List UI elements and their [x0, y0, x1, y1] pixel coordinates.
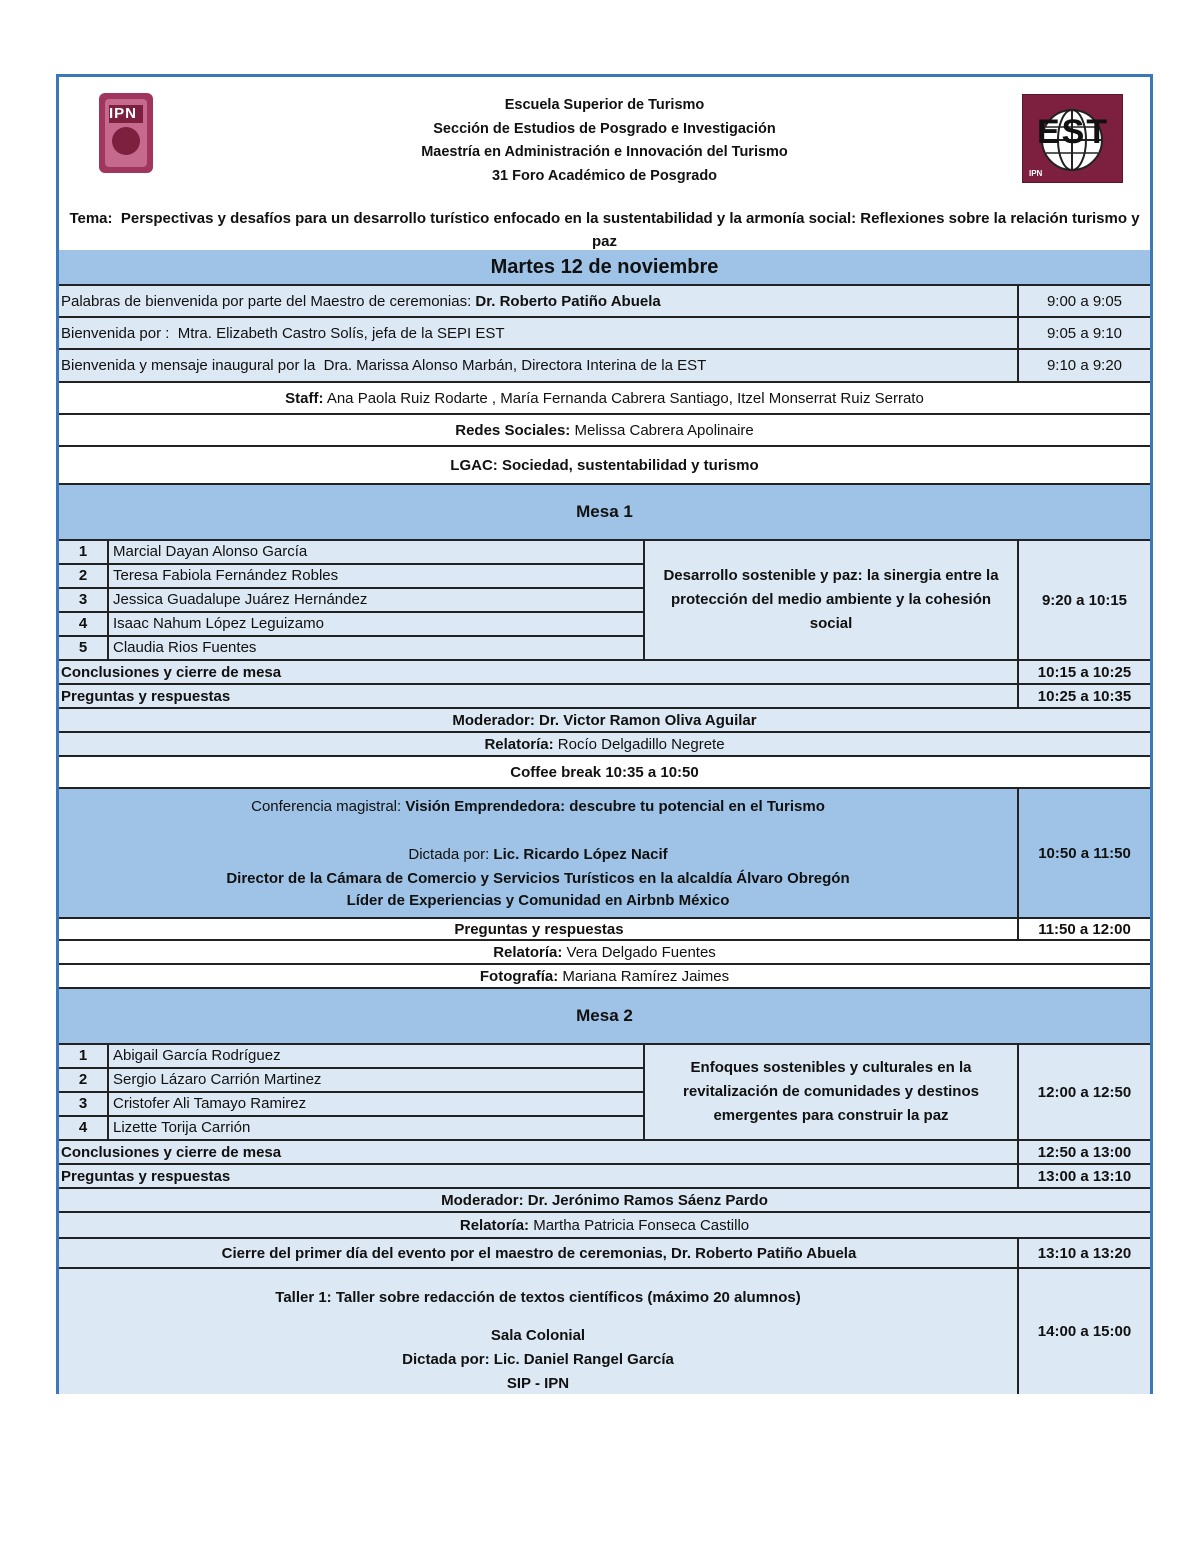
mesa2-topic: Enfoques sostenibles y culturales en la revitalización de comunidades y destinos emergentes para construir la paz [683, 1059, 979, 1124]
mesa1-title: Mesa 1 [576, 502, 633, 521]
lgac-text: LGAC: Sociedad, sustentabilidad y turismo [450, 456, 759, 474]
mesa2-conclusiones-time: 12:50 a 13:00 [1017, 1141, 1150, 1163]
taller-time: 14:00 a 15:00 [1017, 1269, 1150, 1394]
mesa1-topic: Desarrollo sostenible y paz: la sinergia entre la protección del medio ambiente y la cohesión social [663, 567, 999, 632]
mesa1-time: 9:20 a 10:15 [1017, 541, 1150, 659]
tema-label: Tema: [69, 210, 113, 227]
list-item: 5 Claudia Rios Fuentes [59, 637, 643, 661]
tema-text: Perspectivas y desafíos para un desarrollo turístico enfocado en la sustentabilidad y la armonía social: Reflexiones sobre la relación turismo y paz [120, 210, 1140, 250]
redes-label: Redes Sociales: [455, 421, 571, 439]
redes-row [59, 415, 1150, 447]
opening-1-bold: Dr. Roberto Patiño Abuela [475, 292, 661, 310]
staff-text: Ana Paola Ruiz Rodarte , María Fernanda Cabrera Santiago, Itzel Monserrat Ruiz Serrato [323, 389, 924, 407]
mesa1-block [59, 541, 1150, 661]
cierre-text: Cierre del primer día del evento por el maestro de ceremonias, Dr. Roberto Patiño Abuela [221, 1244, 857, 1262]
mesa2-participants [59, 1045, 645, 1139]
conferencia-preguntas-row [59, 919, 1150, 941]
header-line-1: Escuela Superior de Turismo [504, 97, 705, 113]
est-logo-text: EST [1037, 113, 1110, 151]
program-sheet [56, 74, 1153, 1394]
mesa2-block [59, 1045, 1150, 1141]
opening-1-text: Palabras de bienvenida por parte del Maestro de ceremonias: [61, 292, 476, 310]
mesa1-moderador-row [59, 709, 1150, 733]
list-item: 1 Abigail García Rodríguez [59, 1045, 643, 1069]
opening-row-3 [59, 350, 1150, 383]
opening-row-1 [59, 286, 1150, 318]
opening-1-time: 9:00 a 9:05 [1017, 286, 1150, 316]
cierre-time: 13:10 a 13:20 [1017, 1239, 1150, 1267]
conferencia-time: 10:50 a 11:50 [1017, 789, 1150, 917]
list-item: 1 Marcial Dayan Alonso García [59, 541, 643, 565]
conferencia-foto-label: Fotografía: [479, 967, 559, 985]
conferencia-text [59, 789, 1017, 917]
day-row [59, 250, 1150, 286]
mesa2-preguntas-time: 13:00 a 13:10 [1017, 1165, 1150, 1187]
cierre-row [59, 1239, 1150, 1269]
staff-label: Staff: [285, 389, 324, 407]
mesa2-relatoria-label: Relatoría: [459, 1216, 530, 1234]
mesa2-relatoria: Martha Patricia Fonseca Castillo [529, 1216, 750, 1234]
taller-text [59, 1269, 1017, 1394]
mesa1-title-row [59, 485, 1150, 541]
taller-line3: Dictada por: Lic. Daniel Rangel García [402, 1351, 674, 1368]
mesa1-relatoria-label: Relatoría: [484, 735, 554, 753]
conferencia-line4: Líder de Experiencias y Comunidad en Airbnb México [346, 892, 730, 909]
ipn-logo-text: IPN [109, 105, 138, 122]
conferencia-line3: Director de la Cámara de Comercio y Servicios Turísticos en la alcaldía Álvaro Obregón [226, 870, 850, 887]
staff-row [59, 383, 1150, 415]
mesa1-preguntas: Preguntas y respuestas [61, 687, 231, 705]
mesa1-preguntas-time: 10:25 a 10:35 [1017, 685, 1150, 707]
conferencia-relatoria-row [59, 941, 1150, 965]
taller-block [59, 1269, 1150, 1394]
conferencia-line2-prefix: Dictada por: [408, 846, 494, 863]
mesa2-preguntas: Preguntas y respuestas [61, 1167, 231, 1185]
est-logo-sub: IPN [1029, 169, 1043, 178]
conferencia-preguntas: Preguntas y respuestas [454, 920, 624, 938]
mesa2-relatoria-row [59, 1213, 1150, 1239]
list-item: 2 Teresa Fabiola Fernández Robles [59, 565, 643, 589]
coffee-row [59, 757, 1150, 789]
conferencia-relatoria-label: Relatoría: [493, 943, 563, 961]
mesa1-conclusiones: Conclusiones y cierre de mesa [61, 663, 282, 681]
conferencia-title: Visión Emprendedora: descubre tu potencial en el Turismo [405, 798, 825, 815]
list-item: 4 Lizette Torija Carrión [59, 1117, 643, 1141]
mesa1-participants [59, 541, 645, 659]
conferencia-preguntas-time: 11:50 a 12:00 [1017, 919, 1150, 939]
mesa1-preguntas-row [59, 685, 1150, 709]
mesa2-time: 12:00 a 12:50 [1017, 1045, 1150, 1139]
mesa2-conclusiones-row [59, 1141, 1150, 1165]
mesa1-relatoria-row [59, 733, 1150, 757]
taller-line2: Sala Colonial [490, 1327, 586, 1344]
mesa2-conclusiones: Conclusiones y cierre de mesa [61, 1143, 282, 1161]
conferencia-block [59, 789, 1150, 919]
mesa2-moderador: Moderador: Dr. Jerónimo Ramos Sáenz Pardo [441, 1191, 768, 1209]
mesa2-title: Mesa 2 [576, 1006, 633, 1025]
mesa1-conclusiones-row [59, 661, 1150, 685]
mesa2-moderador-row [59, 1189, 1150, 1213]
header [59, 77, 1150, 252]
mesa1-conclusiones-time: 10:15 a 10:25 [1017, 661, 1150, 683]
conferencia-foto-row [59, 965, 1150, 989]
opening-2-text: Bienvenida por : Mtra. Elizabeth Castro Solís, jefa de la SEPI EST [61, 324, 505, 342]
tema [69, 207, 1140, 253]
redes-text: Melissa Cabrera Apolinaire [570, 421, 754, 439]
opening-3-time: 9:10 a 9:20 [1017, 350, 1150, 381]
list-item: 3 Cristofer Ali Tamayo Ramirez [59, 1093, 643, 1117]
list-item: 3 Jessica Guadalupe Juárez Hernández [59, 589, 643, 613]
opening-row-2 [59, 318, 1150, 350]
conferencia-speaker: Lic. Ricardo López Nacif [493, 846, 668, 863]
list-item: 4 Isaac Nahum López Leguizamo [59, 613, 643, 637]
header-line-4: 31 Foro Académico de Posgrado [491, 168, 718, 184]
day-title: Martes 12 de noviembre [490, 255, 719, 278]
header-line-3: Maestría en Administración e Innovación del Turismo [421, 144, 788, 160]
mesa1-relatoria: Rocío Delgadillo Negrete [553, 735, 725, 753]
conferencia-relatoria: Vera Delgado Fuentes [562, 943, 716, 961]
lgac-row [59, 447, 1150, 485]
opening-2-time: 9:05 a 9:10 [1017, 318, 1150, 348]
header-line-2: Sección de Estudios de Posgrado e Investigación [433, 121, 776, 137]
coffee-break: Coffee break 10:35 a 10:50 [510, 763, 699, 781]
mesa2-title-row [59, 989, 1150, 1045]
opening-3-text: Bienvenida y mensaje inaugural por la Dra. Marissa Alonso Marbán, Directora Interina de la EST [61, 357, 707, 374]
mesa1-moderador: Moderador: Dr. Victor Ramon Oliva Aguilar [452, 711, 757, 729]
conferencia-foto: Mariana Ramírez Jaimes [558, 967, 730, 985]
taller-line4: SIP - IPN [506, 1375, 570, 1392]
list-item: 2 Sergio Lázaro Carrión Martinez [59, 1069, 643, 1093]
mesa2-preguntas-row [59, 1165, 1150, 1189]
conferencia-line1-prefix: Conferencia magistral: [251, 798, 406, 815]
taller-line1: Taller 1: Taller sobre redacción de textos científicos (máximo 20 alumnos) [275, 1289, 801, 1306]
